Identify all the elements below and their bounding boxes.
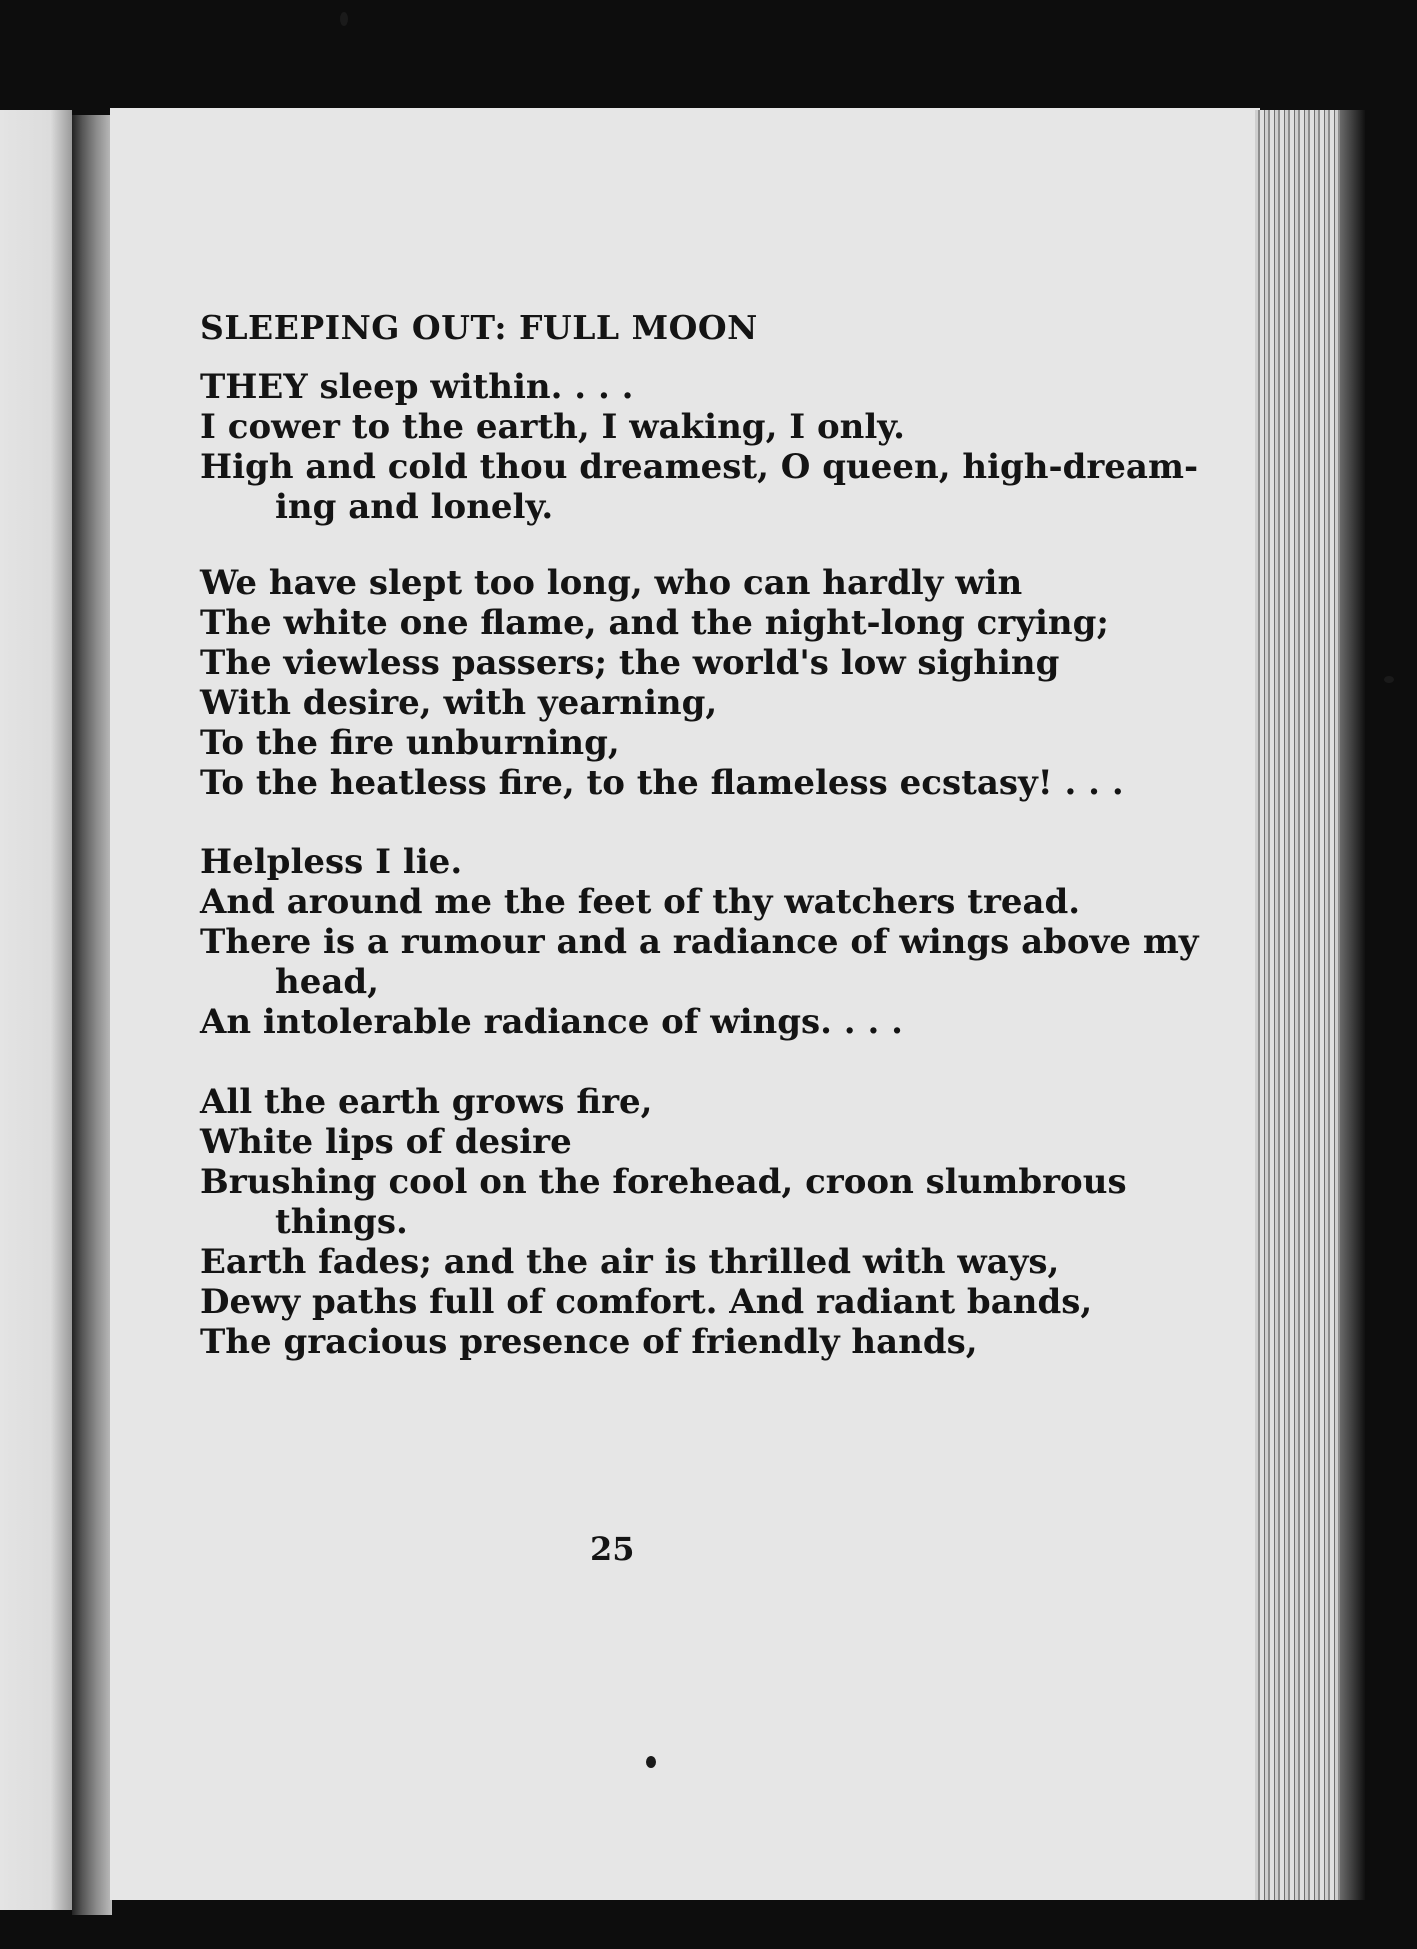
poem-line: All the earth grows fire,: [200, 1082, 653, 1122]
dust-speck: [340, 12, 348, 26]
poem-line: The gracious presence of friendly hands,: [200, 1322, 978, 1362]
poem-line: We have slept too long, who can hardly win: [200, 563, 1023, 603]
page-number: 25: [590, 1530, 635, 1568]
poem-line: ing and lonely.: [275, 487, 554, 527]
poem-line: Dewy paths full of comfort. And radiant bands,: [200, 1282, 1093, 1322]
poem-line: Earth fades; and the air is thrilled with ways,: [200, 1242, 1060, 1282]
poem-line: White lips of desire: [200, 1122, 572, 1162]
poem-line: The white one flame, and the night-long crying;: [200, 603, 1109, 643]
poem-line: Brushing cool on the forehead, croon slumbrous: [200, 1162, 1127, 1202]
poem-line: Helpless I lie.: [200, 842, 463, 882]
poem-line: High and cold thou dreamest, O queen, high-dream-: [200, 447, 1199, 487]
poem-line: And around me the feet of thy watchers tread.: [200, 882, 1081, 922]
poem-line: There is a rumour and a radiance of wings above my: [200, 922, 1199, 962]
page-stack-edge: [1255, 110, 1350, 1900]
page-stack-shadow: [1340, 110, 1365, 1900]
poem-line: things.: [275, 1202, 408, 1242]
dust-speck: [1384, 676, 1394, 683]
poem-line: head,: [275, 962, 379, 1002]
poem-line: To the fire unburning,: [200, 723, 620, 763]
left-page-edge: [0, 110, 72, 1910]
poem-line: THEY sleep within. . . .: [200, 367, 634, 407]
poem-title: SLEEPING OUT: FULL MOON: [200, 308, 758, 347]
poem-line: An intolerable radiance of wings. . . .: [200, 1002, 903, 1042]
poem-line: With desire, with yearning,: [200, 683, 718, 723]
poem-line: To the heatless fire, to the flameless ecstasy! . . .: [200, 763, 1124, 803]
dust-speck: [646, 1756, 656, 1768]
poem-line: I cower to the earth, I waking, I only.: [200, 407, 905, 447]
poem-line: The viewless passers; the world's low sighing: [200, 643, 1060, 683]
book-gutter: [72, 115, 112, 1915]
